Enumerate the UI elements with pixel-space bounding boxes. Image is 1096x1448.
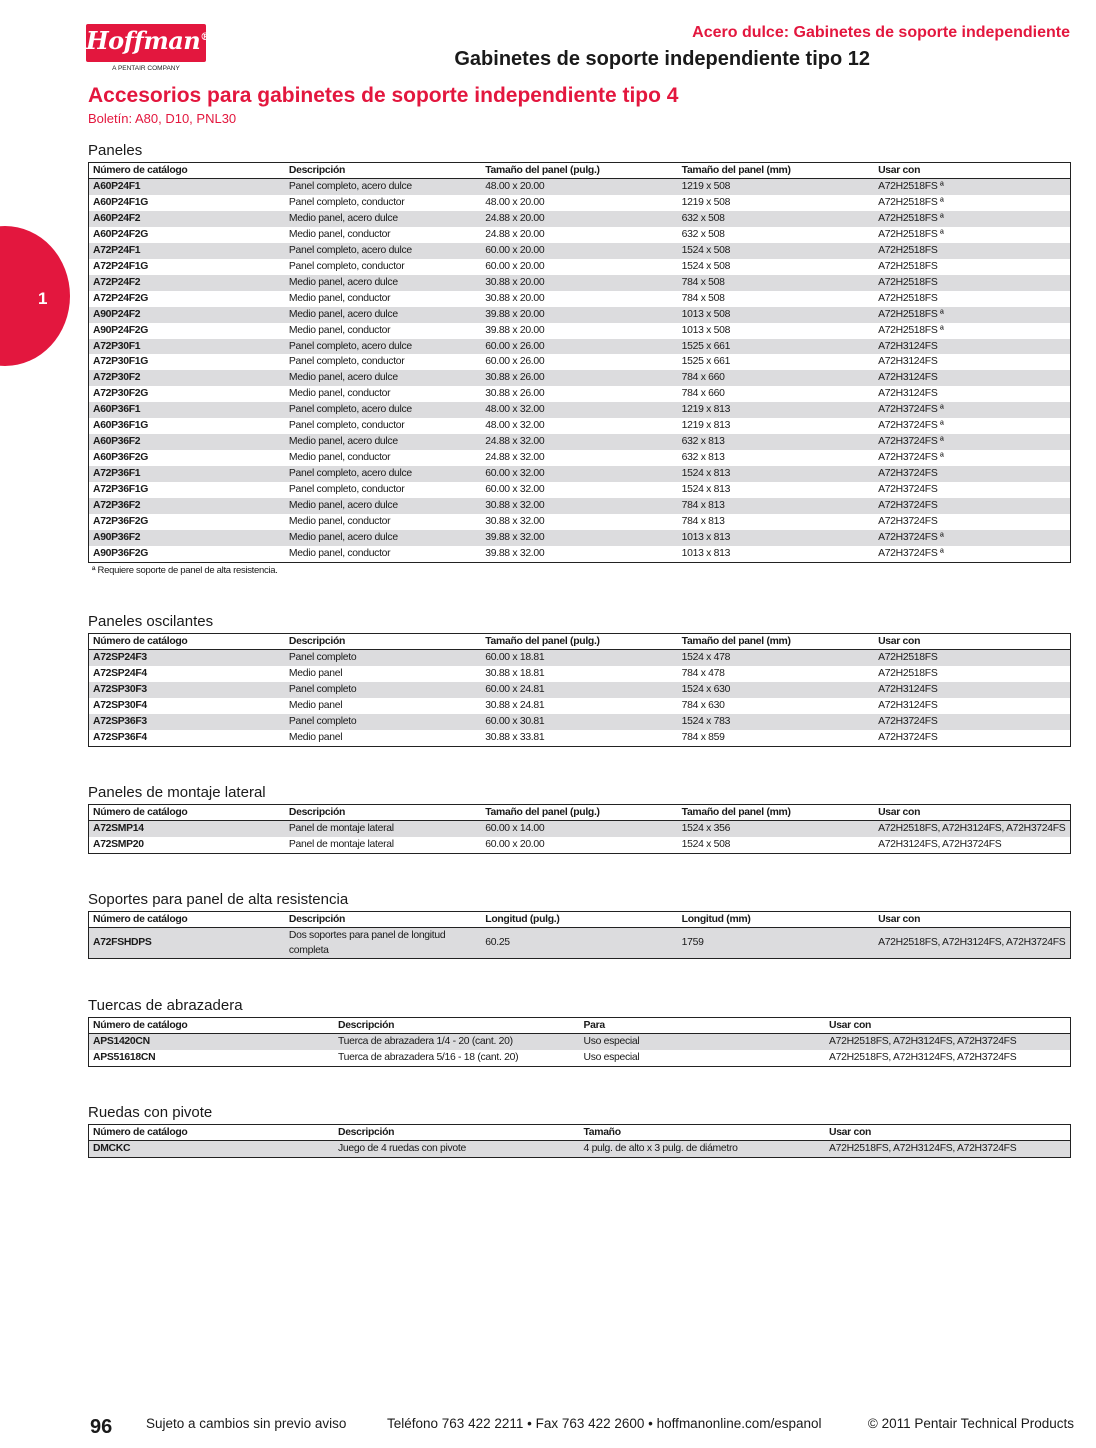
table-cell: A72H2518FS [874, 275, 1070, 291]
table-cell: A72H3724FS ª [874, 530, 1070, 546]
table-row [89, 682, 1071, 698]
table-cell: 784 x 660 [678, 370, 874, 386]
paneles-oscilantes-table [88, 633, 1071, 747]
table-cell: 1524 x 783 [678, 714, 874, 730]
table-cell: 60.00 x 26.00 [481, 339, 677, 355]
chapter-tab [0, 226, 70, 366]
table-cell: Uso especial [583, 1051, 640, 1063]
table-row [89, 227, 1071, 243]
table-cell: 60.00 x 14.00 [481, 821, 677, 837]
table-cell: A72H3124FS, A72H3724FS [878, 838, 1002, 850]
table-cell: 632 x 508 [678, 211, 874, 227]
table-row [89, 179, 1071, 195]
section-title: Tuercas de abrazadera [88, 997, 243, 1014]
logo-tagline: A PENTAIR COMPANY [112, 65, 180, 72]
catalog-number-cell: A72SMP14 [89, 821, 285, 837]
column-header: Longitud (pulg.) [481, 912, 677, 928]
table-cell: Medio panel [288, 699, 343, 711]
table-cell: 60.25 [481, 928, 677, 959]
table-cell: 30.88 x 18.81 [485, 667, 545, 679]
catalog-number-cell: A72P24F1G [93, 260, 149, 272]
table-cell: A72H3724FS [878, 484, 938, 496]
catalog-number-cell: A72SP36F4 [93, 731, 147, 743]
table-cell: Tuerca de abrazadera 1/4 - 20 (cant. 20) [334, 1034, 580, 1050]
catalog-number-cell: A72SP36F3 [89, 714, 285, 730]
column-header: Para [580, 1018, 826, 1034]
catalog-number-cell: A72P30F1G [93, 356, 149, 368]
column-header: Descripción [334, 1125, 580, 1141]
table-cell: 784 x 813 [678, 498, 874, 514]
table-cell: Panel de montaje lateral [288, 838, 394, 850]
table-cell: A72H3724FS [878, 516, 938, 528]
table-cell: 1524 x 813 [678, 466, 874, 482]
table-cell: 60.00 x 32.00 [481, 466, 677, 482]
table-cell: 39.88 x 20.00 [481, 307, 677, 323]
catalog-number-cell: A72P36F2 [89, 498, 285, 514]
table-cell: 30.88 x 32.00 [485, 516, 545, 528]
table-cell: 24.88 x 20.00 [485, 228, 545, 240]
table-cell: A72H3724FS ª [874, 402, 1070, 418]
column-header: Número de catálogo [89, 912, 285, 928]
table-cell: 24.88 x 32.00 [481, 434, 677, 450]
catalog-number-cell: A60P24F1G [93, 196, 149, 208]
table-row [89, 259, 1071, 275]
column-header: Número de catálogo [89, 1018, 335, 1034]
table-cell: Panel completo [285, 682, 481, 698]
catalog-number-cell: A60P24F2 [89, 211, 285, 227]
table-cell: Panel completo, conductor [288, 260, 405, 272]
catalog-number-cell: A72FSHDPS [89, 928, 285, 959]
table-header-row [89, 634, 1071, 650]
table-cell: 1013 x 508 [681, 324, 731, 336]
table-cell: 784 x 508 [678, 275, 874, 291]
catalog-number-cell: A60P36F2G [93, 452, 149, 464]
table-cell: 1013 x 508 [678, 307, 874, 323]
table-cell: A72H2518FS, A72H3124FS, A72H3724FS [829, 1051, 1017, 1063]
table-cell: A72H2518FS, A72H3124FS, A72H3724FS [874, 821, 1070, 837]
table-row [89, 323, 1071, 339]
table-cell: A72H3724FS [874, 498, 1070, 514]
table-row [89, 821, 1071, 837]
table-row [89, 434, 1071, 450]
table-cell: Medio panel, acero dulce [285, 434, 481, 450]
catalog-number-cell: A72P36F1 [89, 466, 285, 482]
table-cell: Tuerca de abrazadera 5/16 - 18 (cant. 20) [338, 1051, 519, 1063]
table-cell: 784 x 478 [681, 667, 725, 679]
table-cell: 1525 x 661 [678, 339, 874, 355]
table-row [89, 1050, 1071, 1066]
table-header-row [89, 163, 1071, 179]
registered-mark: ® [200, 32, 210, 43]
table-cell: 48.00 x 20.00 [481, 179, 677, 195]
table-row [89, 482, 1071, 498]
footer-contact: Teléfono 763 422 2211 • Fax 763 422 2600 • hoffmanonline.com/espanol [387, 1416, 822, 1431]
table-cell: 1524 x 508 [681, 260, 731, 272]
table-cell: A72H3724FS ª [874, 434, 1070, 450]
table-row [89, 714, 1071, 730]
column-header: Número de catálogo [89, 163, 285, 179]
section-title: Paneles oscilantes [88, 613, 214, 630]
table-cell: 60.00 x 20.00 [481, 243, 677, 259]
table-cell: 60.00 x 30.81 [481, 714, 677, 730]
section-title: Paneles [88, 142, 143, 159]
table-cell: Medio panel, acero dulce [285, 370, 481, 386]
table-cell: 30.88 x 20.00 [481, 275, 677, 291]
column-header: Usar con [825, 1018, 1071, 1034]
table-cell: 48.00 x 20.00 [485, 196, 545, 208]
table-cell: 60.00 x 26.00 [485, 356, 545, 368]
table-cell: 1219 x 813 [678, 402, 874, 418]
table-cell: Medio panel, conductor [288, 228, 391, 240]
table-cell: Medio panel, acero dulce [285, 275, 481, 291]
table-row [89, 698, 1071, 714]
table-cell: Juego de 4 ruedas con pivote [334, 1141, 580, 1158]
table-row [89, 386, 1071, 402]
table-cell: A72H2518FS [874, 650, 1070, 666]
section-paneles-montaje-lateral [88, 783, 1071, 854]
soportes-table [88, 911, 1071, 959]
table-row [89, 243, 1071, 259]
table-cell: 632 x 508 [681, 228, 725, 240]
column-header: Longitud (mm) [678, 912, 874, 928]
paneles-montaje-lateral-table [88, 804, 1071, 854]
catalog-number-cell: A72P24F2 [89, 275, 285, 291]
table-cell: A72H2518FS [878, 292, 938, 304]
column-header: Descripción [334, 1018, 580, 1034]
table-cell: Medio panel, acero dulce [285, 211, 481, 227]
chapter-tab-number: 1 [38, 289, 48, 308]
table-cell: A72H3724FS ª [878, 452, 944, 464]
catalog-number-cell: A60P24F2G [93, 228, 149, 240]
table-cell: Medio panel, conductor [288, 292, 391, 304]
table-cell: A72H2518FS, A72H3124FS, A72H3724FS [874, 928, 1070, 959]
table-cell: 1524 x 630 [678, 682, 874, 698]
table-cell: 39.88 x 32.00 [485, 547, 545, 559]
footer-copyright: © 2011 Pentair Technical Products [867, 1416, 1074, 1431]
table-cell: Medio panel [288, 667, 343, 679]
table-cell: 784 x 508 [681, 292, 725, 304]
table-cell: 4 pulg. de alto x 3 pulg. de diámetro [580, 1141, 826, 1158]
table-header-row [89, 1018, 1071, 1034]
footer-notice: Sujeto a cambios sin previo aviso [146, 1416, 347, 1431]
catalog-number-cell: A60P36F1G [93, 420, 149, 432]
table-cell: Panel de montaje lateral [285, 821, 481, 837]
table-row [89, 530, 1071, 546]
table-cell: A72H2518FS ª [878, 228, 944, 240]
table-cell: 30.88 x 26.00 [481, 370, 677, 386]
table-cell: 30.88 x 26.00 [485, 388, 545, 400]
table-cell: A72H2518FS ª [878, 324, 944, 336]
bulletin-reference: Boletín: A80, D10, PNL30 [88, 111, 237, 126]
table-cell: 1524 x 356 [678, 821, 874, 837]
catalog-number-cell: A72SP24F4 [93, 667, 147, 679]
table-header-row [89, 805, 1071, 821]
table-row [89, 514, 1071, 530]
paneles-table [88, 162, 1071, 563]
table-cell: A72H3124FS [874, 339, 1070, 355]
section-title: Soportes para panel de alta resistencia [88, 891, 349, 908]
table-cell: 60.00 x 32.00 [485, 484, 545, 496]
table-cell: Uso especial [580, 1034, 826, 1050]
section-paneles [88, 141, 1071, 576]
section-tuercas [88, 996, 1071, 1067]
catalog-number-cell: APS51618CN [93, 1051, 156, 1063]
catalog-number-cell: A60P36F2 [89, 434, 285, 450]
catalog-number-cell: A72P30F1 [89, 339, 285, 355]
table-cell: Panel completo [285, 650, 481, 666]
table-cell: A72H3724FS [878, 731, 938, 743]
table-cell: 30.88 x 32.00 [481, 498, 677, 514]
table-cell: Panel completo, conductor [288, 420, 405, 432]
table-cell: Panel completo, acero dulce [285, 243, 481, 259]
table-cell: A72H2518FS [878, 667, 938, 679]
column-header: Tamaño del panel (mm) [678, 805, 874, 821]
table-cell: Medio panel, acero dulce [285, 307, 481, 323]
table-row [89, 650, 1071, 666]
ruedas-table [88, 1124, 1071, 1158]
table-row [89, 498, 1071, 514]
catalog-number-cell: A72P36F2G [93, 516, 149, 528]
column-header: Tamaño del panel (mm) [678, 634, 874, 650]
catalog-number-cell: A72SP30F4 [93, 699, 147, 711]
table-cell: 1219 x 813 [681, 420, 731, 432]
table-cell: 784 x 859 [681, 731, 725, 743]
table-cell: Dos soportes para panel de longitud completa [285, 928, 481, 959]
table-row [89, 730, 1071, 746]
column-header: Número de catálogo [89, 805, 285, 821]
section-soportes [88, 890, 1071, 959]
table-cell: A72H2518FS, A72H3124FS, A72H3724FS [825, 1141, 1071, 1158]
table-row [89, 211, 1071, 227]
column-header: Descripción [285, 634, 481, 650]
table-cell: Medio panel, acero dulce [285, 498, 481, 514]
hoffman-logo [86, 24, 210, 62]
page-number: 96 [90, 1416, 113, 1438]
table-row [89, 546, 1071, 562]
table-cell: 1013 x 813 [681, 547, 731, 559]
table-cell: Panel completo, conductor [288, 196, 405, 208]
table-cell: Medio panel [288, 731, 343, 743]
table-cell: Medio panel, acero dulce [285, 530, 481, 546]
logo-text: Hoffman [86, 26, 201, 55]
section-heading: Acero dulce: Gabinetes de soporte independiente [692, 24, 1070, 41]
table-cell: 1525 x 661 [681, 356, 731, 368]
table-header-row [89, 912, 1071, 928]
table-cell: A72H3724FS [874, 466, 1070, 482]
column-header: Descripción [285, 912, 481, 928]
catalog-number-cell: A90P24F2 [89, 307, 285, 323]
table-row [89, 354, 1071, 370]
section-title: Ruedas con pivote [88, 1104, 213, 1121]
column-header: Usar con [874, 634, 1070, 650]
table-cell: Medio panel, conductor [288, 324, 391, 336]
table-cell: 1524 x 478 [678, 650, 874, 666]
catalog-number-cell: A90P24F2G [93, 324, 149, 336]
section-ruedas [88, 1103, 1071, 1158]
table-row [89, 1141, 1071, 1158]
table-row [89, 1034, 1071, 1050]
table-cell: Medio panel, conductor [288, 452, 391, 464]
table-cell: 1013 x 813 [678, 530, 874, 546]
catalog-number-cell: A72SMP20 [93, 838, 144, 850]
catalog-number-cell: A72P36F1G [93, 484, 149, 496]
table-row [89, 307, 1071, 323]
table-cell: Panel completo, acero dulce [285, 466, 481, 482]
table-cell: A72H3724FS ª [878, 547, 944, 559]
column-header: Tamaño del panel (pulg.) [481, 163, 677, 179]
table-cell: Panel completo, conductor [288, 484, 405, 496]
table-cell: Panel completo, acero dulce [285, 179, 481, 195]
footnote: ª Requiere soporte de panel de alta resistencia. [92, 564, 278, 576]
table-cell: A72H3124FS [874, 682, 1070, 698]
table-cell: 1524 x 508 [678, 243, 874, 259]
catalog-number-cell: A60P24F1 [89, 179, 285, 195]
table-row [89, 339, 1071, 355]
table-cell: A72H2518FS ª [874, 179, 1070, 195]
table-cell: 632 x 813 [681, 452, 725, 464]
column-header: Usar con [874, 805, 1070, 821]
table-cell: 48.00 x 32.00 [481, 402, 677, 418]
table-cell: 30.88 x 20.00 [485, 292, 545, 304]
column-header: Tamaño del panel (mm) [678, 163, 874, 179]
catalog-number-cell: A72P30F2 [89, 370, 285, 386]
catalog-number-cell: A72P30F2G [93, 388, 149, 400]
catalog-number-cell: A72SP30F3 [89, 682, 285, 698]
column-header: Usar con [874, 912, 1070, 928]
table-row [89, 195, 1071, 211]
catalog-number-cell: A72P24F1 [89, 243, 285, 259]
catalog-number-cell: A60P36F1 [89, 402, 285, 418]
table-cell: 1219 x 508 [681, 196, 731, 208]
column-header: Usar con [825, 1125, 1071, 1141]
table-cell: 784 x 813 [681, 516, 725, 528]
table-cell: 48.00 x 32.00 [485, 420, 545, 432]
table-cell: A72H3724FS [874, 714, 1070, 730]
table-cell: A72H2518FS [878, 260, 938, 272]
catalog-number-cell: A72P24F2G [93, 292, 149, 304]
section-title: Paneles de montaje lateral [88, 784, 266, 801]
table-cell: 1524 x 813 [681, 484, 731, 496]
table-cell: A72H2518FS [874, 243, 1070, 259]
table-cell: A72H2518FS, A72H3124FS, A72H3724FS [825, 1034, 1071, 1050]
table-row [89, 837, 1071, 853]
table-cell: 39.88 x 32.00 [481, 530, 677, 546]
table-cell: 1524 x 508 [681, 838, 731, 850]
column-header: Número de catálogo [89, 1125, 335, 1141]
page-title: Accesorios para gabinetes de soporte independiente tipo 4 [88, 84, 679, 107]
catalog-number-cell: A90P36F2G [93, 547, 149, 559]
table-cell: Panel completo, conductor [288, 356, 405, 368]
table-cell: Medio panel, conductor [288, 547, 391, 559]
table-cell: 24.88 x 32.00 [485, 452, 545, 464]
table-row [89, 466, 1071, 482]
table-cell: 1219 x 508 [678, 179, 874, 195]
table-row [89, 275, 1071, 291]
table-row [89, 666, 1071, 682]
catalog-number-cell: APS1420CN [89, 1034, 335, 1050]
table-cell: A72H2518FS ª [878, 196, 944, 208]
page-heading: Gabinetes de soporte independiente tipo 12 [454, 48, 870, 70]
table-cell: A72H2518FS ª [874, 211, 1070, 227]
table-row [89, 291, 1071, 307]
table-cell: 632 x 813 [678, 434, 874, 450]
table-row [89, 418, 1071, 434]
table-cell: A72H3124FS [878, 699, 938, 711]
table-cell: A72H3124FS [878, 388, 938, 400]
table-cell: 39.88 x 20.00 [485, 324, 545, 336]
column-header: Tamaño del panel (pulg.) [481, 634, 677, 650]
catalog-number-cell: DMCKC [89, 1141, 335, 1158]
table-cell: A72H3724FS ª [878, 420, 944, 432]
table-cell: 784 x 630 [681, 699, 725, 711]
column-header: Descripción [285, 805, 481, 821]
table-cell: Panel completo, acero dulce [285, 402, 481, 418]
column-header: Tamaño [580, 1125, 826, 1141]
table-cell: 30.88 x 24.81 [485, 699, 545, 711]
table-cell: A72H3124FS [878, 356, 938, 368]
column-header: Usar con [874, 163, 1070, 179]
table-cell: 30.88 x 33.81 [485, 731, 545, 743]
table-cell: A72H2518FS ª [874, 307, 1070, 323]
table-cell: Medio panel, conductor [288, 516, 391, 528]
table-cell: Panel completo, acero dulce [285, 339, 481, 355]
column-header: Número de catálogo [89, 634, 285, 650]
table-cell: 60.00 x 24.81 [481, 682, 677, 698]
table-cell: A72H3124FS [874, 370, 1070, 386]
column-header: Tamaño del panel (pulg.) [481, 805, 677, 821]
column-header: Descripción [285, 163, 481, 179]
tuercas-table [88, 1017, 1071, 1067]
table-cell: 24.88 x 20.00 [481, 211, 677, 227]
section-paneles-oscilantes [88, 612, 1071, 747]
catalog-number-cell: A90P36F2 [89, 530, 285, 546]
table-row [89, 370, 1071, 386]
table-cell: Medio panel, conductor [288, 388, 391, 400]
table-header-row [89, 1125, 1071, 1141]
table-cell: 60.00 x 20.00 [485, 260, 545, 272]
table-cell: 60.00 x 18.81 [481, 650, 677, 666]
table-cell: 60.00 x 20.00 [485, 838, 545, 850]
table-cell: Panel completo [285, 714, 481, 730]
table-row [89, 450, 1071, 466]
table-cell: 784 x 660 [681, 388, 725, 400]
table-row [89, 928, 1071, 959]
table-cell: 1759 [678, 928, 874, 959]
catalog-number-cell: A72SP24F3 [89, 650, 285, 666]
table-row [89, 402, 1071, 418]
